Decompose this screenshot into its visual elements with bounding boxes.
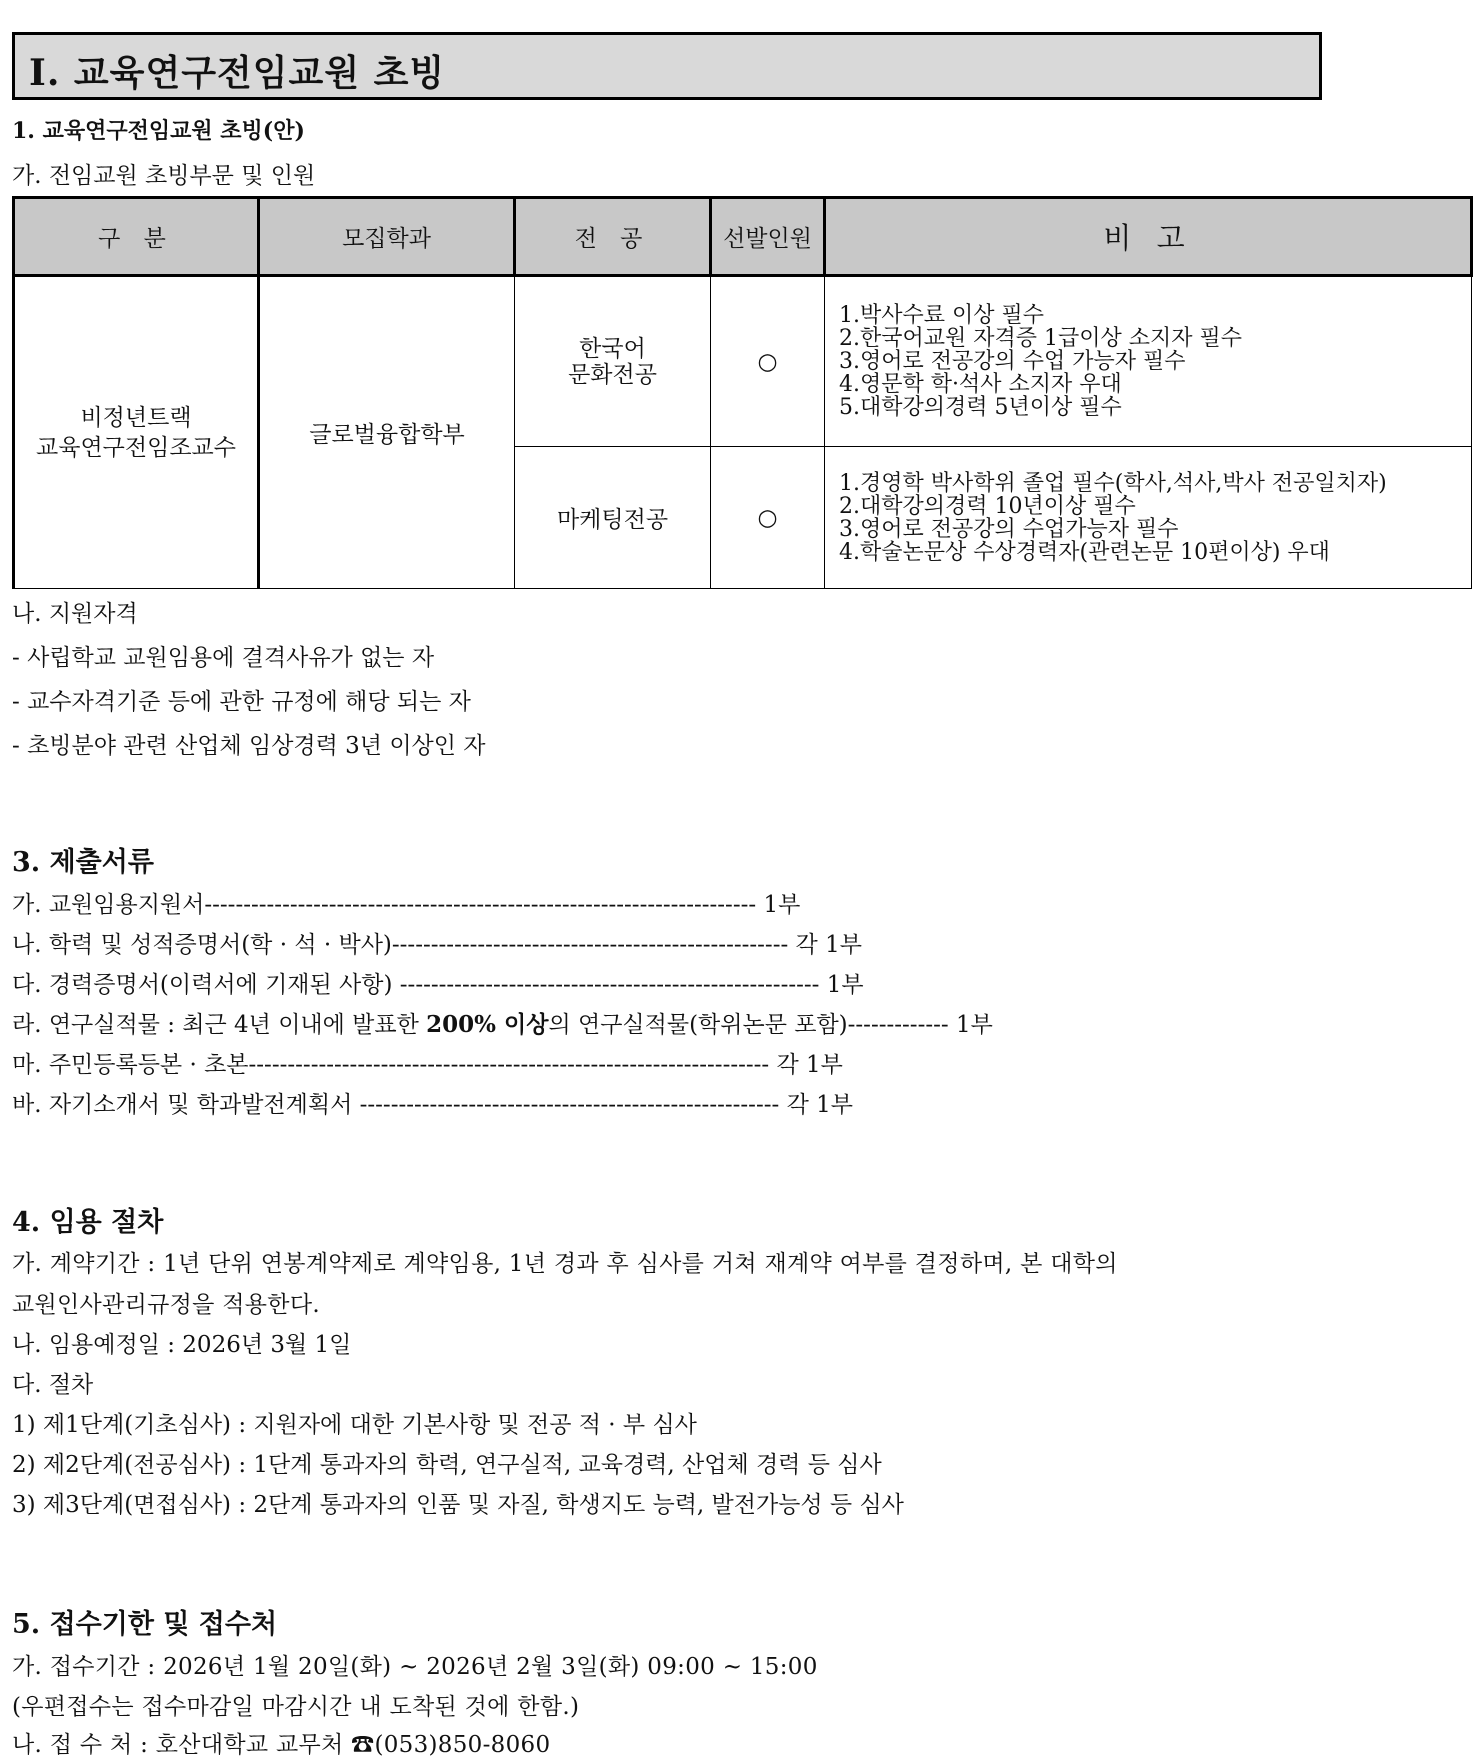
procedure-line: 1) 제1단계(기초심사) : 지원자에 대한 기본사항 및 전공 적 · 부 심사 — [12, 1412, 697, 1438]
major-line1: 한국어 — [579, 335, 646, 362]
section5-title: 5. 접수기한 및 접수처 — [12, 1609, 278, 1640]
category-cell — [14, 276, 259, 589]
qualification-title: 나. 지원자격 — [12, 601, 138, 627]
major-cell — [515, 447, 711, 589]
document-item: 바. 자기소개서 및 학과발전계획서 ------------------------------------------------------ 각 1부 — [12, 1092, 853, 1118]
recruit-table — [12, 196, 1473, 589]
major-line2: 문화전공 — [568, 361, 657, 388]
application-line: 나. 접 수 처 : 호산대학교 교무처 ☎(053)850-8060 — [12, 1732, 551, 1758]
major-line1: 마케팅전공 — [556, 507, 669, 533]
header-count: 선발인원 — [711, 198, 825, 276]
qualification-item: - 사립학교 교원임용에 결격사유가 없는 자 — [12, 645, 435, 671]
document-item: 가. 교원임용지원서----------------------------------------------------------------------- 1부 — [12, 892, 801, 918]
procedure-line: 다. 절차 — [12, 1372, 94, 1398]
table-header-row — [14, 198, 1472, 276]
document-item: 나. 학력 및 성적증명서(학 · 석 · 박사)--------------------------------------------------- 각 1부 — [12, 932, 862, 958]
note-item: 2.한국어교원 자격증 1급이상 소지자 필수 — [839, 326, 1242, 351]
page-title-box — [12, 32, 1322, 100]
count-cell: ○ — [711, 276, 825, 447]
note-item: 1.경영학 박사학위 졸업 필수(학사,석사,박사 전공일치자) — [839, 470, 1387, 496]
note-item: 4.학술논문상 수상경력자(관련논문 10편이상) 우대 — [839, 539, 1330, 565]
procedure-line: 3) 제3단계(면접심사) : 2단계 통과자의 인품 및 자질, 학생지도 능력, 발전가능성 등 심사 — [12, 1492, 904, 1518]
note-item: 5.대학강의경력 5년이상 필수 — [839, 395, 1122, 420]
research-prefix: 라. 연구실적물 : 최근 4년 이내에 발표한 — [12, 1012, 427, 1038]
note-item: 3.영어로 전공강의 수업 가능자 필수 — [839, 349, 1186, 374]
note-item: 3.영어로 전공강의 수업가능자 필수 — [839, 516, 1179, 542]
document-item: 다. 경력증명서(이력서에 기재된 사항) ------------------------------------------------------ 1부 — [12, 972, 864, 998]
header-category: 구 분 — [14, 198, 259, 276]
application-line: (우편접수는 접수마감일 마감시간 내 도착된 것에 한함.) — [12, 1694, 580, 1720]
header-major: 전 공 — [515, 198, 711, 276]
application-line: 가. 접수기간 : 2026년 1월 20일(화) ~ 2026년 2월 3일(화) 09:00 ~ 15:00 — [12, 1654, 818, 1680]
procedure-line: 가. 계약기간 : 1년 단위 연봉계약제로 계약임용, 1년 경과 후 심사를 거쳐 재계약 여부를 결정하며, 본 대학의 — [12, 1251, 1118, 1277]
header-department: 모집학과 — [259, 198, 515, 276]
document-item: 마. 주민등록등본 · 초본------------------------------------------------------------------- 각 1부 — [12, 1052, 843, 1078]
note-item: 4.영문학 학·석사 소지자 우대 — [839, 372, 1122, 397]
header-notes: 비 고 — [825, 198, 1472, 276]
count-cell: ○ — [711, 447, 825, 589]
qualification-item: - 초빙분야 관련 산업체 임상경력 3년 이상인 자 — [12, 733, 486, 759]
section4-title: 4. 임용 절차 — [12, 1207, 164, 1238]
category-line2: 교육연구전임조교수 — [36, 434, 236, 461]
table-row — [14, 276, 1472, 447]
research-bold: 200% 이상 — [426, 1011, 549, 1038]
procedure-line: 2) 제2단계(전공심사) : 1단계 통과자의 학력, 연구실적, 교육경력, 산업체 경력 등 심사 — [12, 1452, 882, 1478]
procedure-line: 나. 임용예정일 : 2026년 3월 1일 — [12, 1332, 352, 1358]
research-suffix: 의 연구실적물(학위논문 포함)------------- 1부 — [548, 1012, 993, 1038]
page-title: I. 교육연구전임교원 초빙 — [29, 52, 446, 94]
note-item: 2.대학강의경력 10년이상 필수 — [839, 493, 1136, 519]
major-cell — [515, 276, 711, 447]
document-item-research — [12, 1006, 993, 1039]
procedure-line: 교원인사관리규정을 적용한다. — [12, 1292, 320, 1318]
note-item: 1.박사수료 이상 필수 — [839, 303, 1044, 328]
section1-subtitle: 가. 전임교원 초빙부문 및 인원 — [12, 163, 316, 189]
category-line1: 비정년트랙 — [80, 404, 192, 431]
notes-cell — [825, 447, 1472, 589]
notes-cell — [825, 276, 1472, 447]
section3-title: 3. 제출서류 — [12, 847, 154, 878]
qualification-item: - 교수자격기준 등에 관한 규정에 해당 되는 자 — [12, 689, 471, 715]
department-cell: 글로벌융합학부 — [259, 276, 515, 589]
section1-title: 1. 교육연구전임교원 초빙(안) — [12, 118, 305, 144]
